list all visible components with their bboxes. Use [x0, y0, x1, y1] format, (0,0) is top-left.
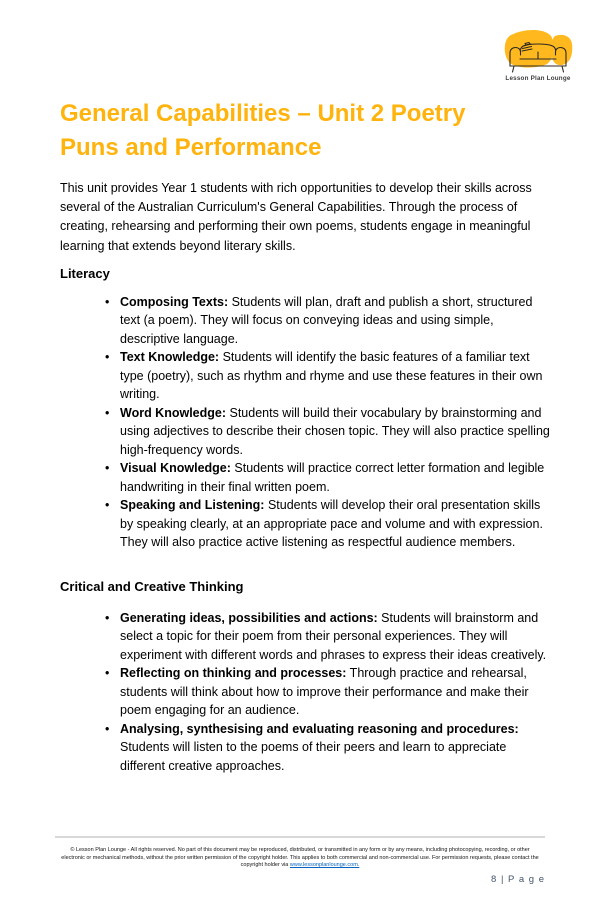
bullet-text: Students will build their vocabulary by brainstorming and using adjectives to describe their chosen topic. They will also practice spelling high-frequency words.: [120, 405, 550, 457]
copyright-statement: © Lesson Plan Lounge - All rights reserved. No part of this document may be reproduced, distributed, or transmitted in any form or by any means, including photocopying, recording, or other electronic or mechanical methods, without the prior written permission of the copyright holder. This applies to both commercial and non-commercial use. For permission requests, please contact the copyright holder via: [61, 847, 539, 869]
intro-paragraph: This unit provides Year 1 students with rich opportunities to develop their skills across several of the Australian Curriculum's General Capabilities. Through the process of creating, rehearsing and performing their own poems, students engage in meaningful learning that extends beyond literary skills.: [60, 181, 532, 253]
website-link[interactable]: www.lessonplanlounge.com.: [289, 862, 360, 869]
bullet-text: Students will listen to the poems of their peers and learn to appreciate different creative approaches.: [120, 740, 507, 773]
bullet-item: [60, 664, 552, 720]
bullet-text: Students will practice correct letter formation and legible handwriting in their final written poem.: [120, 461, 545, 494]
logo-label: Lesson Plan Lounge: [505, 75, 571, 82]
bullet-lead: Generating ideas, possibilities and actions:: [120, 610, 378, 625]
section-heading-literacy: Literacy: [60, 265, 110, 281]
bullet-item: [60, 293, 552, 349]
page-number: 8 | P a g e: [491, 874, 545, 885]
couch-icon: [497, 28, 579, 74]
bullet-lead: Text Knowledge:: [120, 350, 220, 365]
bullet-lead: Reflecting on thinking and processes:: [120, 666, 347, 681]
bullet-lead: Speaking and Listening:: [120, 498, 265, 513]
bullet-lead: Word Knowledge:: [120, 405, 227, 420]
bullet-item: [60, 459, 552, 496]
literacy-bullet-list: [60, 293, 552, 552]
footer-divider: [55, 836, 545, 838]
lesson-plan-lounge-logo: [496, 28, 580, 82]
bullet-text: Students will brainstorm and select a topic for their poem from their personal experiences. They will experiment with different words and phrases to express their ideas creatively.: [120, 610, 547, 662]
bullet-item: [60, 404, 552, 460]
copyright-text: [58, 847, 542, 870]
bullet-lead: Visual Knowledge:: [120, 461, 231, 476]
bullet-item: [60, 720, 552, 776]
bullet-text: Through practice and rehearsal, students will think about how to improve their performance and make their poem engaging for an audience.: [120, 666, 529, 718]
bullet-lead: Composing Texts:: [120, 294, 229, 309]
critical-thinking-bullet-list: [60, 609, 552, 776]
section-heading-critical-creative-thinking: Critical and Creative Thinking: [60, 578, 244, 594]
page-title-line2: Puns and Performance: [60, 134, 322, 161]
bullet-text: Students will develop their oral presentation skills by speaking clearly, at an appropriate pace and volume and with expression. They will also practice active listening as respectful audience members.: [120, 498, 543, 550]
bullet-text: Students will identify the basic features of a familiar text type (poetry), such as rhythm and rhyme and use these features in their own writing.: [120, 350, 543, 402]
bullet-lead: Analysing, synthesising and evaluating reasoning and procedures:: [120, 721, 519, 736]
bullet-item: [60, 609, 552, 665]
page-title: [60, 97, 552, 165]
bullet-text: Students will plan, draft and publish a short, structured text (a poem). They will focus on conveying ideas and using simple, descriptive language.: [120, 294, 533, 346]
page-title-line1: General Capabilities – Unit 2 Poetry: [60, 100, 466, 127]
bullet-item: [60, 496, 552, 552]
bullet-item: [60, 348, 552, 404]
